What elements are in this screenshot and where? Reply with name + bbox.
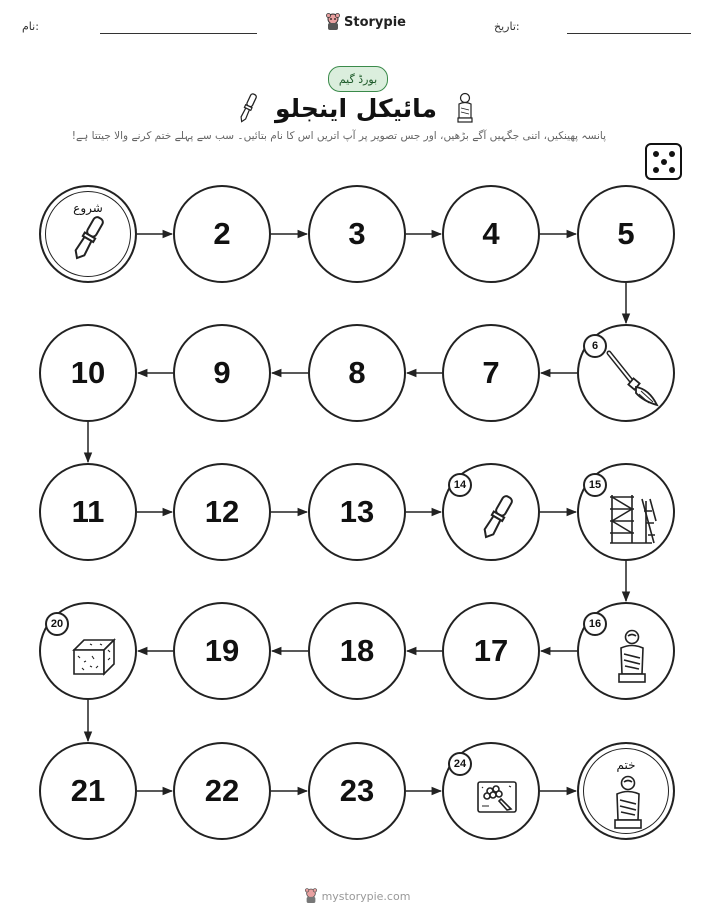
board-cell-8 <box>308 324 406 422</box>
name-label: نام: <box>22 20 39 33</box>
date-label: تاریخ: <box>494 20 520 33</box>
board-cell-end <box>577 742 675 840</box>
board-cell-16 <box>577 602 675 700</box>
fresco-icon <box>475 779 519 819</box>
board-cell-7 <box>442 324 540 422</box>
board-cell-12 <box>173 463 271 561</box>
cell-number-badge: 14 <box>448 473 472 497</box>
instructions-text: پانسہ پھینکیں، اتنی جگہیں آگے بڑھیں، اور جس تصویر پر آپ اتریں اس کا نام بتائیں۔ سب سے پہلے ختم کرنے والا جیتتا ہے! <box>71 130 606 142</box>
cell-number: 19 <box>204 633 240 668</box>
board-cell-19 <box>173 602 271 700</box>
brand-name: Storypie <box>344 14 406 30</box>
cell-number-badge: 24 <box>448 752 472 776</box>
cell-number-badge: 6 <box>583 334 607 358</box>
end-label: ختم <box>616 758 636 772</box>
cell-number: 7 <box>482 355 500 390</box>
footer <box>0 888 714 904</box>
board-cell-13 <box>308 463 406 561</box>
statue-icon <box>610 774 646 836</box>
cell-number: 2 <box>213 216 231 251</box>
board-cell-18 <box>308 602 406 700</box>
board-cell-9 <box>173 324 271 422</box>
cell-number: 10 <box>70 355 106 390</box>
board-cell-2 <box>173 185 271 283</box>
marble-block-icon <box>70 636 118 682</box>
footer-url: mystorypie.com <box>321 889 411 903</box>
board-cell-11 <box>39 463 137 561</box>
start-label: شروع <box>73 201 103 215</box>
cell-number-badge: 20 <box>45 612 69 636</box>
scaffold-icon <box>606 491 658 549</box>
page-title: مائیکل اینجلو <box>274 93 438 123</box>
cell-number: 13 <box>339 494 375 529</box>
cell-number: 23 <box>339 773 375 808</box>
board-cell-3 <box>308 185 406 283</box>
cell-number: 17 <box>473 633 509 668</box>
board-cell-17 <box>442 602 540 700</box>
cell-number: 8 <box>348 355 366 390</box>
cell-number: 11 <box>71 494 105 529</box>
cell-number: 12 <box>204 494 240 529</box>
cell-number: 21 <box>70 773 106 808</box>
statue-icon <box>614 628 650 690</box>
cell-number: 4 <box>482 216 500 251</box>
cell-number: 22 <box>204 773 240 808</box>
board-cell-20 <box>39 602 137 700</box>
paintbrush-icon <box>603 349 661 413</box>
chisel-icon <box>477 492 517 548</box>
chisel-icon <box>68 213 108 269</box>
board-cell-10 <box>39 324 137 422</box>
cell-number: 3 <box>348 216 366 251</box>
board-cell-22 <box>173 742 271 840</box>
board-cell-4 <box>442 185 540 283</box>
board-cell-14 <box>442 463 540 561</box>
board-cell-21 <box>39 742 137 840</box>
board-cell-23 <box>308 742 406 840</box>
storypie-mascot-icon <box>304 888 318 904</box>
board-cell-5 <box>577 185 675 283</box>
board-cell-15 <box>577 463 675 561</box>
board-game-badge: بورڈ گیم <box>328 66 388 92</box>
cell-number: 5 <box>617 216 635 251</box>
board-cell-24 <box>442 742 540 840</box>
board-cell-6 <box>577 324 675 422</box>
cell-number-badge: 16 <box>583 612 607 636</box>
cell-number: 18 <box>339 633 375 668</box>
cell-number: 9 <box>213 355 231 390</box>
board-cell-start <box>39 185 137 283</box>
cell-number-badge: 15 <box>583 473 607 497</box>
